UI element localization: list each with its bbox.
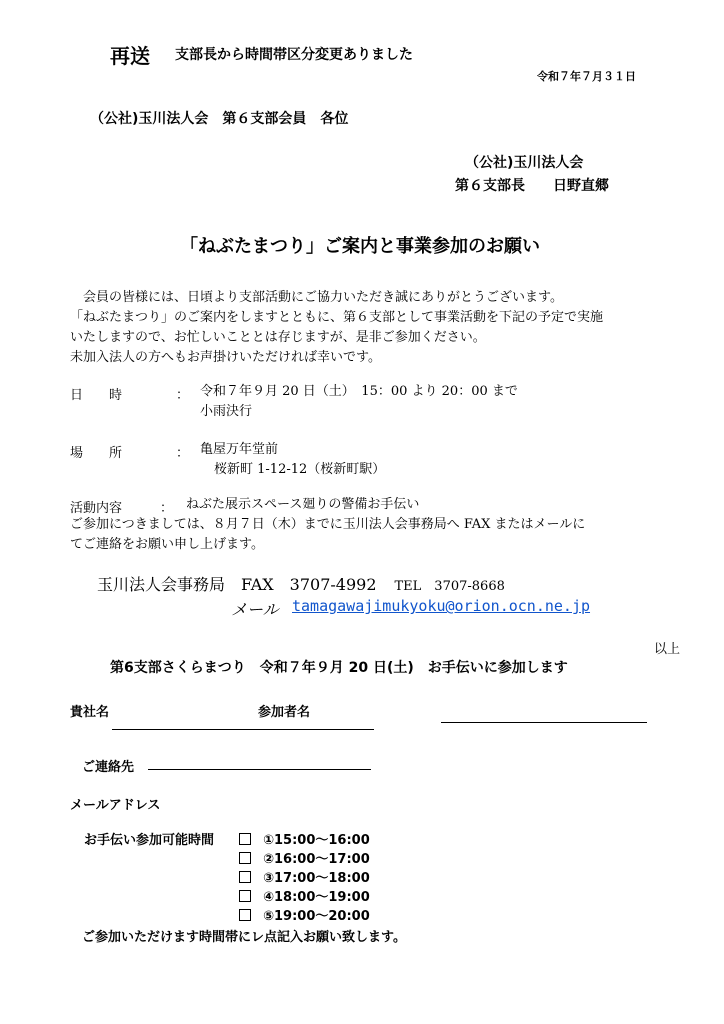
time-slot-1[interactable]	[239, 829, 370, 848]
footer-note: ご参加いただけます時間帯にレ点記入お願い致します。	[82, 930, 406, 945]
deadline-line: ご参加につきましては、８月７日（木）までに玉川法人会事務局へ FAX またはメールに	[70, 517, 586, 532]
time-slot-label: ⑤19:00～20:00	[263, 909, 370, 924]
extra-field-line[interactable]	[441, 722, 647, 723]
time-slot-label: ④18:00～19:00	[263, 890, 370, 905]
document-title: 「ねぶたまつり」ご案内と事業参加のお願い	[180, 236, 540, 257]
email-link[interactable]: tamagawajimukyoku@orion.ocn.ne.jp	[292, 597, 591, 615]
contact-label: ご連絡先	[82, 760, 135, 775]
time-slot-label: ①15:00～16:00	[263, 833, 370, 848]
activity-label: 活動内容	[70, 501, 123, 516]
time-slot-label: ③17:00～18:00	[263, 871, 370, 886]
lead-line: 未加入法人の方へもお声掛けいただければ幸いです。	[70, 350, 381, 365]
company-participant-field-line[interactable]	[112, 729, 374, 730]
addressee: （公社)玉川法人会 第６支部会員 各位	[90, 111, 349, 127]
time-slot-label: ②16:00～17:00	[263, 852, 370, 867]
email-address-label: メールアドレス	[70, 798, 161, 813]
lead-line: いたしますので、お忙しいこととは存じますが、是非ご参加ください。	[70, 330, 486, 345]
lead-line: 「ねぶたまつり」のご案内をしますとともに、第６支部として事業活動を下記の予定で実施	[70, 310, 604, 325]
closing-text: 以上	[654, 642, 681, 657]
place-colon: ：	[176, 446, 190, 461]
activity-colon: ：	[160, 501, 174, 516]
date-colon: ：	[176, 388, 190, 403]
date-note: 小雨決行	[200, 404, 253, 419]
resend-note: 支部長から時間帯区分変更ありました	[175, 47, 413, 63]
checkbox-icon[interactable]	[239, 909, 251, 921]
time-slot-2[interactable]	[239, 848, 370, 867]
place-value: 亀屋万年堂前	[200, 442, 279, 457]
time-slot-5[interactable]	[239, 905, 370, 924]
checkbox-icon[interactable]	[239, 833, 251, 845]
checkbox-icon[interactable]	[239, 871, 251, 883]
office-fax: 玉川法人会事務局 FAX 3707-4992	[97, 575, 377, 594]
date-value: 令和７年９月 20 日（土） 15：00 より 20：00 まで	[200, 384, 518, 399]
company-label: 貴社名	[70, 705, 110, 720]
document-date: 令和７年７月３１日	[537, 70, 636, 83]
place-label: 場 所	[70, 446, 123, 461]
deadline-line: てご連絡をお願い申し上げます。	[70, 537, 264, 552]
checkbox-icon[interactable]	[239, 852, 251, 864]
sender-organization: （公社)玉川法人会	[465, 155, 584, 171]
resend-tag: 再送	[110, 44, 150, 68]
place-address: 桜新町 1-12-12（桜新町駅）	[214, 462, 386, 477]
participant-label: 参加者名	[258, 705, 311, 720]
checkbox-icon[interactable]	[239, 890, 251, 902]
office-contact	[97, 572, 505, 595]
lead-paragraph	[70, 288, 603, 368]
contact-field-line[interactable]	[148, 769, 371, 770]
time-slot-4[interactable]	[239, 886, 370, 905]
office-tel: TEL 3707-8668	[394, 579, 505, 594]
lead-line: 会員の皆様には、日頃より支部活動にご協力いただき誠にありがとうございます。	[70, 290, 563, 305]
availability-label: お手伝い参加可能時間	[84, 833, 215, 848]
time-slot-3[interactable]	[239, 867, 370, 886]
date-label: 日 時	[70, 388, 123, 403]
activity-value: ねぶた展示スペース廻りの警備お手伝い	[186, 497, 420, 512]
sender-name: 第６支部長 日野直郷	[455, 178, 609, 194]
mail-label: メール	[231, 600, 279, 619]
form-title: 第6支部さくらまつり 令和７年９月 20 日(土) お手伝いに参加します	[110, 660, 568, 676]
